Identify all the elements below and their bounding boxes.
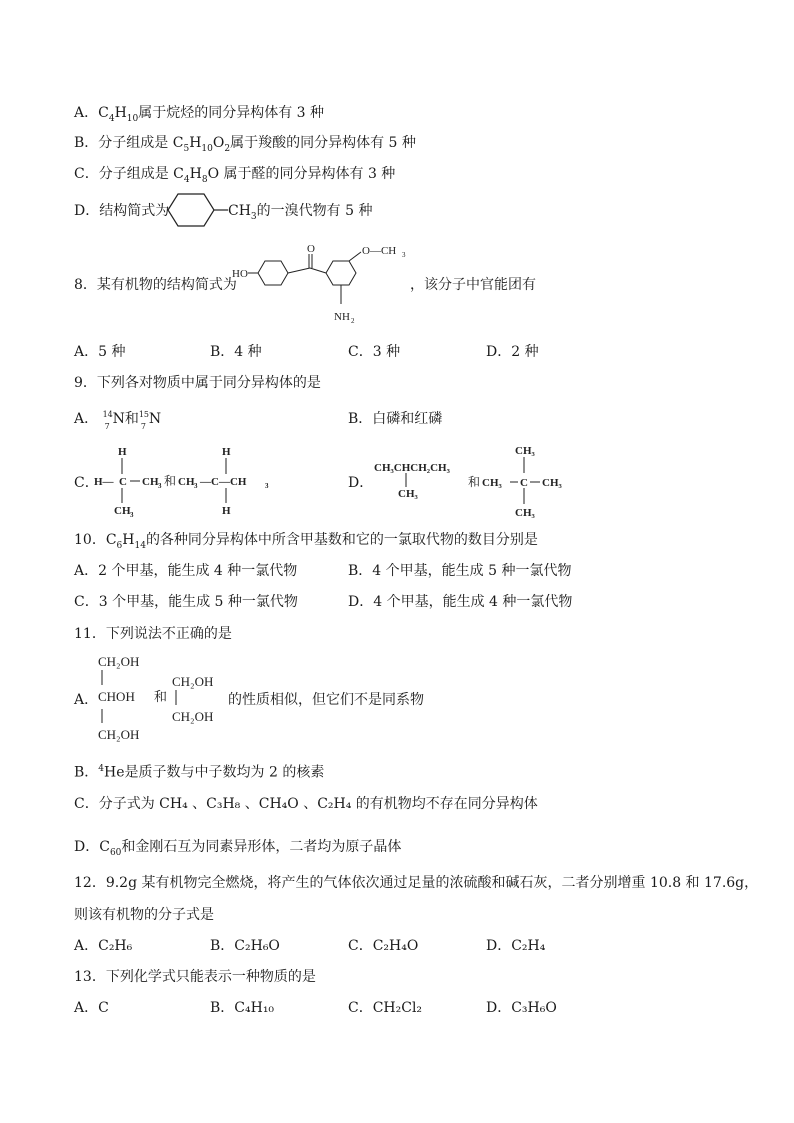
formula-part: H xyxy=(122,532,135,548)
glycol-ch2oh-bottom: CH₂OH xyxy=(172,709,214,724)
option-label: D．C xyxy=(74,839,110,855)
q9-option-d-label: D． xyxy=(348,475,374,491)
subscript: 4 xyxy=(108,113,115,124)
subscript: 6 xyxy=(116,540,123,551)
q11-option-a-structures xyxy=(92,651,232,747)
conjunction: 和 xyxy=(164,474,177,488)
subscript: 3 xyxy=(130,511,134,518)
methyl-label: CH₃ xyxy=(515,507,535,519)
methyl-label: CH₃ xyxy=(398,488,418,500)
q7-option-b xyxy=(74,134,416,158)
element-symbol: N xyxy=(148,411,162,427)
q11-option-a-label: A． xyxy=(74,692,99,708)
q8-stem-text: 8．某有机物的结构简式为 xyxy=(74,277,237,293)
q8-structure-diagram xyxy=(230,238,410,330)
methyl-label: CH xyxy=(114,505,131,517)
glycerol-ch2oh-top: CH₂OH xyxy=(98,654,140,669)
methyl-label: CH₃ xyxy=(542,477,562,489)
hydroxyl-label: HO xyxy=(232,268,248,280)
q13-option-c: C．CH₂Cl₂ xyxy=(348,1000,423,1016)
q12-option-b: B．C₂H₆O xyxy=(210,938,280,954)
conjunction: 和 xyxy=(154,689,168,704)
q11-stem: 11．下列说法不正确的是 xyxy=(74,626,232,642)
q8-option-d: D．2 种 xyxy=(486,344,539,360)
q10-option-a: A．2 个甲基，能生成 4 种一氯代物 xyxy=(74,563,298,579)
superscript: 4 xyxy=(98,764,105,774)
formula-part: H xyxy=(189,166,202,182)
conjunction: 和 xyxy=(468,475,481,489)
carbon-chain-label: —C—CH xyxy=(200,476,247,488)
subscript: 2 xyxy=(224,143,231,154)
hydrogen-label: H xyxy=(222,446,231,458)
glycol-ch2oh-top: CH₂OH xyxy=(172,674,214,689)
q7-b-rest: 属于羧酸的同分异构体有 5 种 xyxy=(230,135,416,151)
q7-c-rest: O 属于醛的同分异构体有 3 种 xyxy=(207,166,396,182)
element-symbol: He xyxy=(104,764,125,781)
formula-part: H xyxy=(189,135,202,151)
q8-option-b: B．4 种 xyxy=(210,344,262,360)
hydrogen-label: H xyxy=(222,505,231,517)
q12-option-d: D．C₂H₄ xyxy=(486,938,546,954)
isotope-notation xyxy=(102,410,113,431)
q9-option-c-label: C． xyxy=(74,475,99,491)
subscript: 14 xyxy=(134,540,146,551)
formula-part: O xyxy=(212,135,225,151)
formula-part: CH xyxy=(228,203,251,219)
q7-option-d xyxy=(74,202,169,220)
conjunction: 和 xyxy=(124,411,139,427)
carbonyl-oxygen-label: O xyxy=(307,243,315,255)
q10-stem-text: 10．C xyxy=(74,532,117,548)
q11-option-b xyxy=(74,760,324,782)
formula-part: H xyxy=(114,105,127,121)
methoxy-label: O—CH xyxy=(362,245,397,257)
q8-stem xyxy=(74,276,237,294)
q13-option-d: D．C₃H₆O xyxy=(486,1000,557,1016)
subscript: 3 xyxy=(265,482,269,490)
glycerol-ch2oh-bottom: CH₂OH xyxy=(98,727,140,742)
q11-b-rest: 是质子数与中子数均为 2 的核素 xyxy=(124,764,325,781)
isopentane-chain-label: CH₃CHCH₂CH₃ xyxy=(374,462,450,474)
subscript: 3 xyxy=(402,251,406,259)
q12-option-c: C．C₂H₄O xyxy=(348,938,419,954)
subscript: 3 xyxy=(250,211,257,222)
subscript: 8 xyxy=(201,174,208,185)
q11-d-rest: 和金刚石互为同素异形体，二者均为原子晶体 xyxy=(121,839,402,855)
mass-number: 15 xyxy=(138,410,150,419)
mass-number: 14 xyxy=(102,410,113,419)
q10-option-d: D．4 个甲基，能生成 4 种一氯代物 xyxy=(348,594,573,610)
methyl-label: CH xyxy=(178,476,195,488)
q7-a-rest: 属于烷烃的同分异构体有 3 种 xyxy=(138,105,325,121)
q7-d-ch3-group xyxy=(228,202,372,226)
q10-stem xyxy=(74,531,538,555)
cyclohexane-ring-structure xyxy=(164,191,230,229)
q9-option-c-structures xyxy=(92,442,282,518)
q13-option-a: A．C xyxy=(74,1000,109,1016)
atomic-number: 7 xyxy=(140,422,146,431)
q12-stem-line2: 则该有机物的分子式是 xyxy=(74,907,214,923)
subscript: 3 xyxy=(158,482,162,490)
subscript: 2 xyxy=(351,317,355,325)
subscript: 10 xyxy=(201,143,213,154)
option-label: B． xyxy=(74,764,99,781)
q13-stem: 13．下列化学式只能表示一种物质的是 xyxy=(74,969,316,985)
q8-option-c: C．3 种 xyxy=(348,344,401,360)
q7-d-text: D．结构简式为 xyxy=(74,203,170,219)
amino-label: NH xyxy=(334,311,350,323)
q8-stem-rest: ，该分子中官能团有 xyxy=(410,277,536,293)
subscript: 3 xyxy=(194,482,198,490)
methyl-label: CH₃ xyxy=(482,477,502,489)
q8-option-a: A．5 种 xyxy=(74,344,126,360)
q11-option-c: C．分子式为 CH₄ 、C₃H₈ 、CH₄O 、C₂H₄ 的有机物均不存在同分异构体 xyxy=(74,796,538,812)
q12-stem-line1: 12．9.2g 某有机物完全燃烧，将产生的气体依次通过足量的浓硫酸和碱石灰，二者分别增重 10.8 和 17.6g， xyxy=(74,875,759,891)
q8-stem-end xyxy=(410,276,536,294)
subscript: 4 xyxy=(183,174,190,185)
q11-option-d xyxy=(74,838,401,862)
isotope-notation xyxy=(138,410,150,431)
q7-c-text: C．分子组成是 C xyxy=(74,166,184,182)
option-label: A． xyxy=(74,411,99,427)
subscript: 5 xyxy=(183,143,190,154)
q13-option-b: B．C₄H₁₀ xyxy=(210,1000,275,1016)
element-symbol: N xyxy=(112,411,125,427)
q9-option-d-structures xyxy=(372,442,582,522)
subscript: 60 xyxy=(109,847,122,858)
q10-option-b: B．4 个甲基，能生成 5 种一氯代物 xyxy=(348,563,572,579)
subscript: 10 xyxy=(126,113,139,124)
carbon-label: C xyxy=(119,476,127,488)
q7-option-a xyxy=(74,104,324,128)
hydrogen-label: H— xyxy=(94,476,114,488)
q9-stem: 9．下列各对物质中属于同分异构体的是 xyxy=(74,375,321,391)
atomic-number: 7 xyxy=(104,422,110,431)
q7-d-rest: 的一溴代物有 5 种 xyxy=(256,203,373,219)
q9-option-a xyxy=(74,410,162,431)
q7-a-text: A．C xyxy=(74,105,109,121)
q7-option-c xyxy=(74,165,395,189)
hydrogen-label: H xyxy=(118,446,127,458)
methyl-label: CH xyxy=(142,476,159,488)
q11-option-a-text: 的性质相似，但它们不是同系物 xyxy=(228,692,424,708)
q9-option-b: B．白磷和红磷 xyxy=(348,411,443,427)
glycerol-choh: CHOH xyxy=(98,689,135,704)
q10-stem-rest: 的各种同分异构体中所含甲基数和它的一氯取代物的数目分别是 xyxy=(145,532,538,548)
q12-option-a: A．C₂H₆ xyxy=(74,938,133,954)
q10-option-c: C．3 个甲基，能生成 5 种一氯代物 xyxy=(74,594,298,610)
carbon-label: C xyxy=(520,477,528,489)
q7-b-text: B．分子组成是 C xyxy=(74,135,184,151)
methyl-label: CH₃ xyxy=(515,445,535,457)
